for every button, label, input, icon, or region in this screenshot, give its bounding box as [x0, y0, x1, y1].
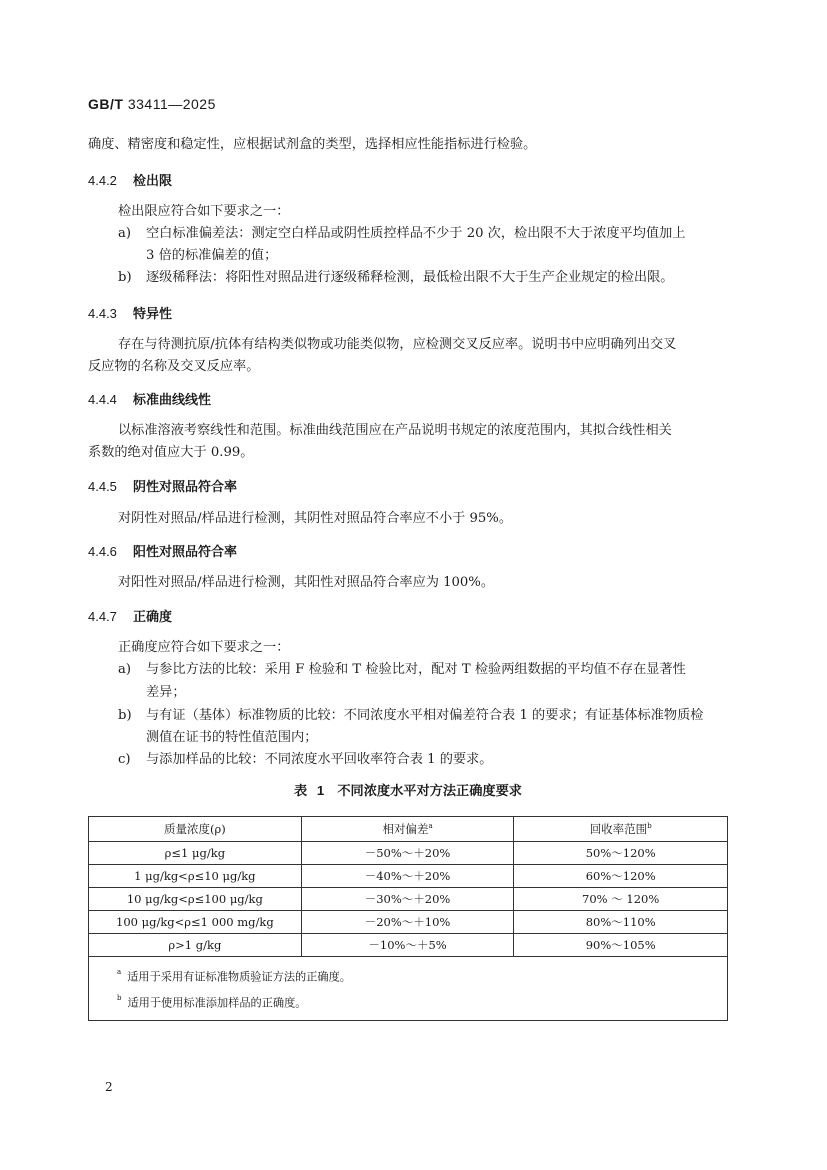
page-number: 2: [105, 1080, 113, 1094]
table-row: [89, 842, 728, 865]
table-cell: 50%～120%: [514, 842, 728, 865]
table-row: [89, 865, 728, 888]
continuation-text: 确度、精密度和稳定性，应根据试剂盒的类型，选择相应性能指标进行检验。: [88, 137, 537, 152]
section-heading-4-4-7: [88, 606, 172, 625]
list-item-text-cont: 3 倍的标准偏差的值；: [146, 248, 278, 263]
section-heading-4-4-2: [88, 170, 172, 189]
section-heading-4-4-5: [88, 476, 237, 495]
table-cell: －50%～＋20%: [301, 842, 514, 865]
table-cell: 100 μg/kg<ρ≤1 000 mg/kg: [89, 911, 302, 934]
table-cell: 60%～120%: [514, 865, 728, 888]
list-item-text: 逐级稀释法：将阳性对照品进行逐级稀释检测，最低检出限不大于生产企业规定的检出限。: [146, 270, 674, 285]
table-cell: －30%～＋20%: [301, 888, 514, 911]
section-number: 4.4.7: [88, 609, 117, 624]
list-item-text: 与添加样品的比较：不同浓度水平回收率符合表 1 的要求。: [146, 752, 493, 767]
table-note: $^a$ 适用于采用有证标准物质验证方法的正确度。: [117, 968, 351, 984]
section-number: 4.4.4: [88, 392, 117, 407]
standard-prefix: GB/T: [88, 96, 124, 112]
paragraph: 存在与待测抗原/抗体有结构类似物或功能类似物，应检测交叉反应率。说明书中应明确列出交叉: [118, 337, 677, 352]
table-cell: 1 μg/kg<ρ≤10 μg/kg: [89, 865, 302, 888]
section-heading-4-4-3: [88, 303, 172, 322]
paragraph: 正确度应符合如下要求之一：: [118, 640, 290, 655]
paragraph: 检出限应符合如下要求之一：: [118, 204, 290, 219]
section-title: 正确度: [133, 609, 173, 624]
paragraph: 以标准溶液考察线性和范围。标准曲线范围应在产品说明书规定的浓度范围内，其拟合线性相关: [118, 423, 672, 438]
table-cell: ρ>1 g/kg: [89, 934, 302, 957]
paragraph-cont: 反应物的名称及交叉反应率。: [88, 359, 260, 374]
footnote-mark: b: [647, 822, 652, 831]
column-header: 质量浓度(ρ): [89, 817, 302, 842]
paragraph: 对阳性对照品/样品进行检测，其阳性对照品符合率应为 100%。: [118, 575, 495, 590]
section-title: 阳性对照品符合率: [133, 544, 238, 559]
section-number: 4.4.2: [88, 173, 117, 188]
standard-code: [88, 96, 216, 112]
section-title: 检出限: [133, 173, 173, 188]
accuracy-table: [88, 816, 728, 1021]
list-item-text-cont: 差异；: [146, 685, 186, 700]
table-row: [89, 934, 728, 957]
list-item-label: a): [118, 226, 132, 241]
paragraph-cont: 系数的绝对值应大于 0.99。: [88, 445, 254, 460]
list-item-text: 与有证（基体）标准物质的比较：不同浓度水平相对偏差符合表 1 的要求；有证基体标准物质检: [146, 708, 704, 723]
section-title: 特异性: [133, 306, 173, 321]
section-title: 阴性对照品符合率: [133, 479, 238, 494]
table-row: [89, 911, 728, 934]
list-item-text-cont: 测值在证书的特性值范围内；: [146, 730, 318, 745]
table-row: [89, 888, 728, 911]
list-item-text: 与参比方法的比较：采用 F 检验和 T 检验比对，配对 T 检验两组数据的平均值不存在显著性: [146, 662, 686, 677]
table-notes-row: [89, 957, 728, 1021]
table-cell: ρ≤1 μg/kg: [89, 842, 302, 865]
section-number: 4.4.6: [88, 544, 117, 559]
standard-number: 33411—2025: [127, 96, 216, 112]
table-cell: 70% ～ 120%: [514, 888, 728, 911]
list-item-label: b): [118, 270, 132, 285]
section-number: 4.4.5: [88, 479, 117, 494]
table-notes: [89, 957, 728, 1021]
section-number: 4.4.3: [88, 306, 117, 321]
list-item-label: a): [118, 662, 132, 677]
column-header: 相对偏差$^a$: [301, 817, 514, 842]
column-header: 回收率范围$^b$: [514, 817, 728, 842]
table-cell: 10 μg/kg<ρ≤100 μg/kg: [89, 888, 302, 911]
table-cell: －20%～＋10%: [301, 911, 514, 934]
list-item-label: b): [118, 708, 132, 723]
table-cell: －10%～＋5%: [301, 934, 514, 957]
table-header-row: [89, 817, 728, 842]
paragraph: 对阴性对照品/样品进行检测，其阴性对照品符合率应不小于 95%。: [118, 511, 513, 526]
table-cell: 80%～110%: [514, 911, 728, 934]
footnote-mark: a: [428, 822, 433, 831]
table-cell: 90%～105%: [514, 934, 728, 957]
list-item-label: c): [118, 752, 131, 767]
list-item-text: 空白标准偏差法：测定空白样品或阴性质控样品不少于 20 次，检出限不大于浓度平均值加上: [146, 226, 686, 241]
section-title: 标准曲线线性: [133, 392, 212, 407]
section-heading-4-4-6: [88, 541, 237, 560]
section-heading-4-4-4: [88, 389, 211, 408]
table-cell: －40%～＋20%: [301, 865, 514, 888]
table-note: $^b$ 适用于使用标准添加样品的正确度。: [117, 993, 307, 1010]
table-title: 表 1 不同浓度水平对方法正确度要求: [294, 783, 522, 798]
